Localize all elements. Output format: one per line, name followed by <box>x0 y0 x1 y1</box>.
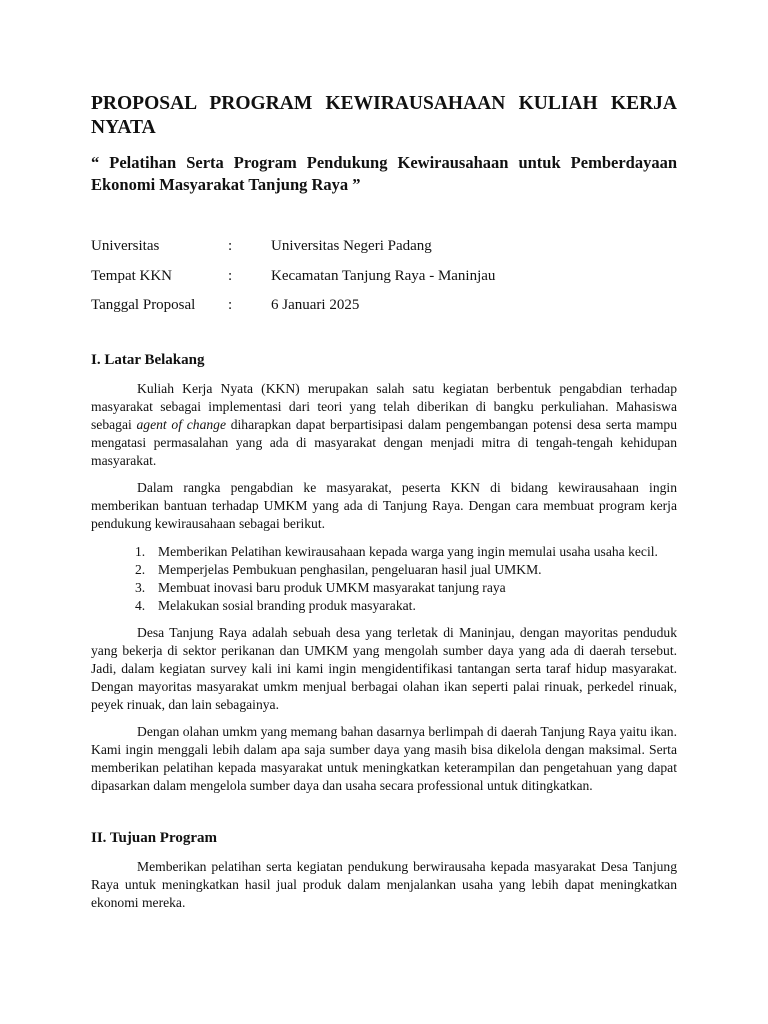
section-heading-tujuan-program: II. Tujuan Program <box>91 829 218 846</box>
info-colon: : <box>228 297 233 313</box>
info-value: Kecamatan Tanjung Raya - Maninjau <box>271 267 496 284</box>
list-text: Membuat inovasi baru produk UMKM masyarakat tanjung raya <box>158 579 506 595</box>
program-list <box>91 543 677 615</box>
list-number: 2. <box>135 561 146 577</box>
paragraph-text: Kuliah Kerja Nyata (KKN) merupakan salah satu kegiatan berbentuk pengabdian terhadap masyarakat sebagai implementasi dari teori yang telah diberikan di bangku perkuliahan. Mahasiswa sebagai <box>91 380 677 432</box>
paragraph-desa-tanjung-raya: Desa Tanjung Raya adalah sebuah desa yang terletak di Maninjau, dengan mayoritas penduduk yang bekerja di sektor perikanan dan UMKM yang mengolah sumber daya yang ada di daerah tersebut. Jadi, dalam kegiatan survey kali ini kami ingin mengidentifikasi tantangan serta taraf hidup masyarakat. Dengan mayoritas masyarakat umkm menjual berbagai olahan ikan seperti palai rinuak, perkedel rinuak, peyek rinuak, dan lain sebagainya. <box>91 624 677 712</box>
info-colon: : <box>228 267 233 284</box>
italic-term: agent of change <box>136 416 226 432</box>
info-label: Tempat KKN <box>91 267 173 284</box>
info-table <box>91 236 677 325</box>
list-number: 4. <box>135 597 146 613</box>
info-colon: : <box>228 238 233 254</box>
info-value: 6 Januari 2025 <box>271 297 360 313</box>
list-item <box>91 543 677 561</box>
info-label: Tanggal Proposal <box>91 297 196 313</box>
list-number: 1. <box>135 543 146 559</box>
list-number: 3. <box>135 579 146 595</box>
info-row-tempat-kkn <box>91 266 677 296</box>
paragraph-text: diharapkan dapat berpartisipasi dalam pengembangan potensi desa serta mampu mengatasi permasalahan yang ada di masyarakat dengan menjadi mitra di tengah-tengah kehidupan masyarakat. <box>91 416 677 468</box>
info-row-tanggal-proposal <box>91 295 677 325</box>
list-item <box>91 561 677 579</box>
paragraph-kkn-intro <box>91 380 677 470</box>
info-value: Universitas Negeri Padang <box>271 238 432 254</box>
section-heading-latar-belakang: I. Latar Belakang <box>91 351 205 368</box>
info-row-universitas <box>91 236 677 266</box>
list-item <box>91 597 677 615</box>
list-text: Memperjelas Pembukuan penghasilan, pengeluaran hasil jual UMKM. <box>158 561 542 577</box>
info-label: Universitas <box>91 238 160 254</box>
list-text: Memberikan Pelatihan kewirausahaan kepada warga yang ingin memulai usaha usaha kecil. <box>158 543 658 559</box>
paragraph-pengabdian: Dalam rangka pengabdian ke masyarakat, peserta KKN di bidang kewirausahaan ingin memberikan bantuan terhadap UMKM yang ada di Tanjung Raya. Dengan cara membuat program kerja pendukung kewirausahaan sebagai berikut. <box>91 479 677 531</box>
document-subtitle: “ Pelatihan Serta Program Pendukung Kewirausahaan untuk Pemberdayaan Ekonomi Masyarakat Tanjung Raya ” <box>91 153 677 194</box>
list-item <box>91 579 677 597</box>
paragraph-tujuan: Memberikan pelatihan serta kegiatan pendukung berwirausaha kepada masyarakat Desa Tanjung Raya untuk meningkatkan hasil jual produk dalam menjalankan usaha yang lebih dapat meningkatkan ekonomi mereka. <box>91 858 677 910</box>
paragraph-olahan-umkm: Dengan olahan umkm yang memang bahan dasarnya berlimpah di daerah Tanjung Raya yaitu ikan. Kami ingin menggali lebih dalam apa saja sumber daya yang masih bisa dikelola dengan maksimal. Serta memberikan pelatihan kepada masyarakat untuk meningkatkan keterampilan dan pengetahuan yang dapat dipasarkan dalam mengelola sumber daya dan usaha secara professional untuk ditingkatkan. <box>91 723 677 793</box>
document-title: PROPOSAL PROGRAM KEWIRAUSAHAAN KULIAH KERJA NYATA <box>91 93 677 138</box>
list-text: Melakukan sosial branding produk masyarakat. <box>158 597 416 613</box>
